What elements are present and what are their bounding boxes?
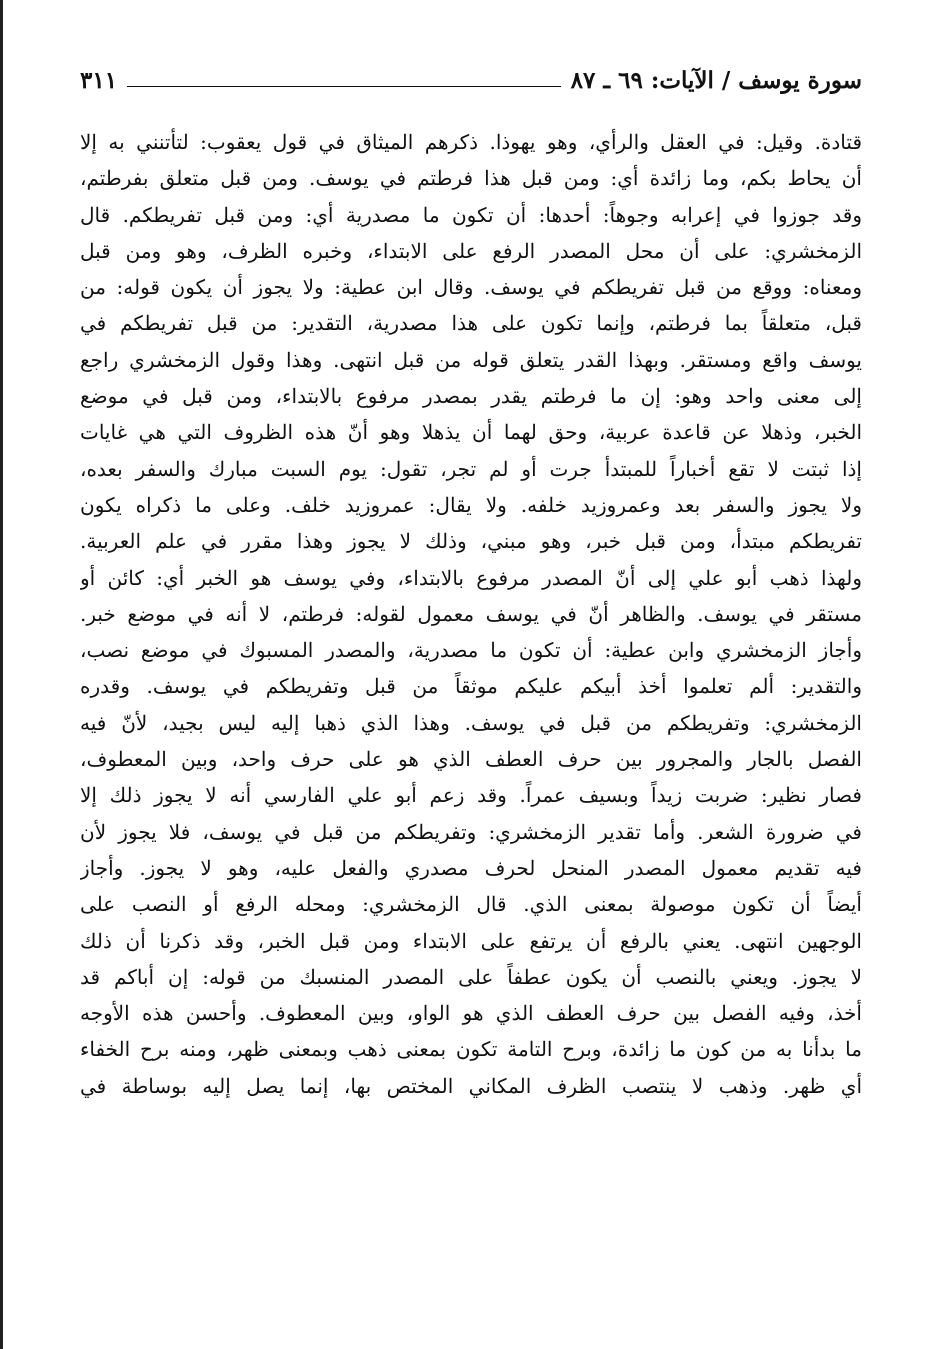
text-line: تفريطكم مبتدأ، ومن قبل خبر، وهو مبني، وذلك لا يجوز وهذا مقرر في علم العربية. bbox=[80, 529, 862, 554]
text-line: قبل، متعلقاً بما فرطتم، وإنما تكون على هذا مصدرية، التقدير: من قبل تفريطكم في bbox=[80, 311, 862, 336]
text-line: الفصل بالجار والمجرور بين حرف العطف الذي هو على حرف واحد، وبين المعطوف، bbox=[80, 747, 862, 772]
text-line: وأجاز الزمخشري وابن عطية: أن تكون ما مصدرية، والمصدر المسبوك في موضع نصب، bbox=[80, 638, 862, 663]
body-text bbox=[80, 124, 862, 1104]
text-line: الزمخشري: على أن محل المصدر الرفع على الابتداء، وخبره الظرف، وهو ومن قبل bbox=[80, 238, 862, 263]
text-line: أخذ، وفيه الفصل بين حرف العطف الذي هو الواو، وبين المعطوف. وأحسن هذه الأوجه bbox=[80, 1001, 862, 1026]
text-line: قتادة. وقيل: في العقل والرأي، وهو يهوذا. ذكرهم الميثاق في قول يعقوب: لتأتنني به إلا bbox=[80, 130, 862, 154]
scan-edge bbox=[0, 0, 3, 1349]
text-line: إلى معنى واحد وهو: إن ما فرطتم يقدر بمصدر مرفوع بالابتداء، ومن قبل في موضع bbox=[80, 384, 862, 409]
text-line: إذا ثبتت لا تقع أخباراً للمبتدأ جرت أو لم تجر، تقول: يوم السبت مبارك والسفر بعده، bbox=[80, 456, 862, 481]
text-line: يوسف واقع ومستقر. وبهذا القدر يتعلق قوله من قبل انتهى. وهذا وقول الزمخشري راجع bbox=[80, 347, 862, 372]
text-line: مستقر في يوسف. والظاهر أنّ في يوسف معمول لقوله: فرطتم، لا أنه في موضع خبر. bbox=[80, 601, 862, 626]
text-line: الخبر، وذهلا عن قاعدة عربية، وحق لهما أن يذهلا وهو أنّ هذه الظروف التي هي غايات bbox=[80, 420, 862, 445]
text-line: الزمخشري: وتفريطكم من قبل في يوسف. وهذا الذي ذهبا إليه ليس بجيد، لأنّ فيه bbox=[80, 710, 862, 735]
page-number: ٣١١ bbox=[80, 67, 118, 94]
text-line: فصار نظير: ضربت زيداً وبسيف عمراً. وقد زعم أبو علي الفارسي أنه لا يجوز ذلك إلا bbox=[80, 783, 862, 808]
running-header bbox=[80, 62, 862, 96]
text-line: وقد جوزوا في إعرابه وجوهاً: أحدها: أن تكون ما مصدرية أي: ومن قبل تفريطكم. قال bbox=[80, 202, 862, 227]
header-title: سورة يوسف / الآيات: ٦٩ ـ ٨٧ bbox=[570, 67, 862, 94]
text-line: ومعناه: ووقع من قبل تفريطكم في يوسف. وقال ابن عطية: ولا يجوز أن يكون قوله: من bbox=[80, 275, 862, 300]
text-line: ولهذا ذهب أبو علي إلى أنّ المصدر مرفوع بالابتداء، وفي يوسف هو الخبر أي: كائن أو bbox=[80, 565, 862, 590]
text-line: أن يحاط بكم، وما زائدة أي: ومن قبل هذا فرطتم في يوسف. ومن قبل متعلق بفرطتم، bbox=[80, 166, 862, 191]
text-line: ولا يجوز والسفر بعد وعمروزيد خلفه. ولا يقال: عمروزيد خلف. وعلى ما ذكراه يكون bbox=[80, 492, 862, 517]
text-line: أي ظهر. وذهب لا ينتصب الظرف المكاني المختص بها، إنما يصل إليه بوساطة في bbox=[80, 1073, 862, 1098]
header-rule bbox=[127, 86, 561, 87]
text-line: في ضرورة الشعر. وأما تقدير الزمخشري: وتفريطكم من قبل في يوسف، فلا يجوز لأن bbox=[80, 819, 862, 844]
text-line: ما بدأنا به من كون ما زائدة، وبرح التامة تكون بمعنى ذهب وبمعنى ظهر، ومنه برح الخفاء bbox=[80, 1037, 862, 1062]
text-line: الوجهين انتهى. يعني بالرفع أن يرتفع على الابتداء ومن قبل الخبر، وقد ذكرنا أن ذلك bbox=[80, 928, 862, 953]
text-line: أيضاً أن تكون موصولة بمعنى الذي. قال الزمخشري: ومحله الرفع أو النصب على bbox=[80, 892, 862, 917]
text-line: فيه تقديم معمول المصدر المنحل لحرف مصدري والفعل عليه، وهو لا يجوز. وأجاز bbox=[80, 855, 862, 880]
text-line: والتقدير: ألم تعلموا أخذ أبيكم عليكم موثقاً من قبل وتفريطكم في يوسف. وقدره bbox=[80, 674, 862, 699]
text-line: لا يجوز. ويعني بالنصب أن يكون عطفاً على المصدر المنسبك من قوله: إن أباكم قد bbox=[80, 964, 862, 989]
